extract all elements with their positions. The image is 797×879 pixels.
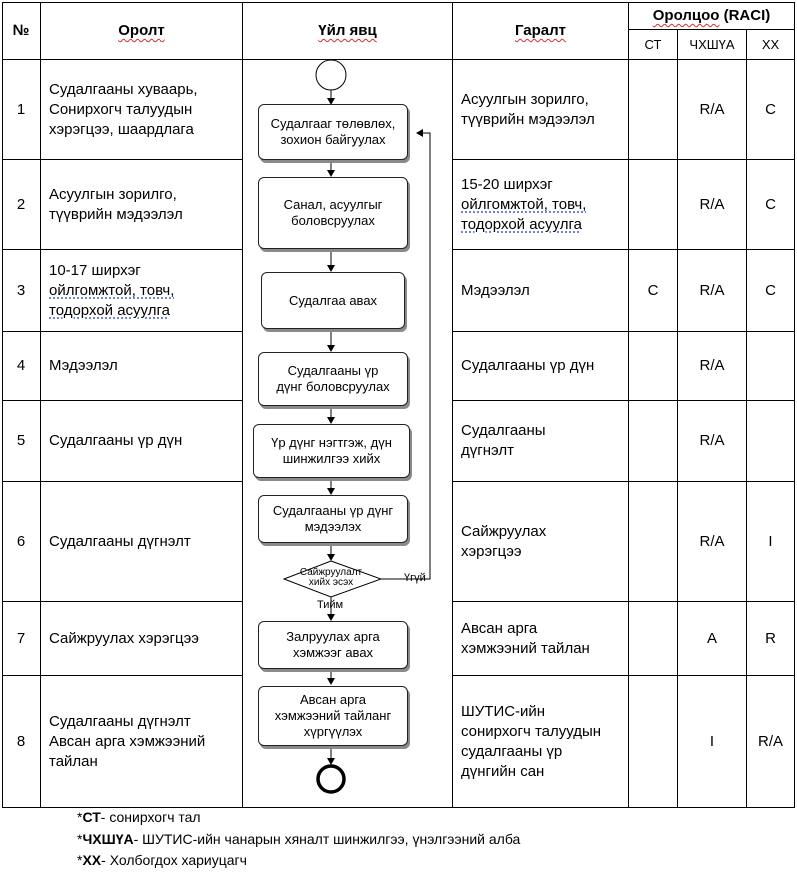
process-step-text: Залруулах арга — [286, 629, 380, 644]
legend-text: - сонирхогч тал — [100, 809, 201, 825]
raci-xx-value: I — [768, 532, 773, 550]
header-output: Гаралт — [514, 22, 567, 39]
raci-xx-value: C — [765, 100, 776, 118]
process-step-text: Судалгаа авах — [288, 292, 378, 308]
row-number-text: 7 — [16, 629, 26, 647]
process-step-text: мэдээлэх — [304, 519, 362, 534]
header-no: № — [12, 22, 30, 39]
process-step-text: хэмжээг авах — [292, 645, 374, 660]
process-step-text: шинжилгээ хийх — [282, 451, 381, 466]
process-step-text: Санал, асуулгыг — [283, 197, 383, 212]
legend-text: - ШУТИС-ийн чанарын хяналт шинжилгээ, үнэлгээний алба — [133, 831, 521, 847]
raci-st-value: C — [647, 281, 659, 299]
process-step-text: хүргүүлэх — [303, 724, 363, 739]
output-cell-line: ШУТИС-ийн — [461, 702, 546, 720]
output-cell-line: Асуулгын зорилго, — [461, 90, 589, 108]
process-step — [258, 104, 408, 160]
raci-chxshua-value: R/A — [699, 281, 725, 299]
row-number-text: 8 — [16, 732, 26, 750]
input-cell-line: Судалгааны дүгнэлт — [49, 532, 191, 550]
process-step-text: Үр дүнг нэгтгэж, дүн — [271, 435, 392, 450]
input-cell-line: Сайжруулах хэрэгцээ — [49, 629, 199, 647]
process-step — [253, 424, 410, 478]
raci-col-st: СТ — [644, 37, 662, 52]
row-number-text: 3 — [16, 281, 26, 299]
row-number-text: 4 — [16, 357, 26, 374]
input-cell-line: тодорхой асуулга — [49, 301, 170, 319]
input-cell-line: Сонирхогч талуудын — [49, 100, 193, 118]
input-cell-line: Судалгааны үр дүн — [49, 432, 183, 449]
row-number-text: 1 — [16, 100, 26, 118]
process-step — [258, 352, 408, 406]
start-node — [316, 60, 346, 90]
legend-abbr: ХХ — [82, 852, 102, 868]
raci-chxshua-value: R/A — [699, 100, 725, 118]
legend-item — [77, 852, 247, 868]
output-cell-line: 15-20 ширхэг — [461, 175, 553, 193]
legend-item — [77, 831, 520, 847]
header-raci: Оролцоо (RACI) — [652, 7, 771, 24]
legend-star: * — [77, 809, 83, 825]
output-cell-line: сонирхогч талуудын — [461, 722, 602, 740]
output-cell-line: хэрэгцээ — [461, 542, 522, 560]
process-step-text: Авсан арга — [299, 692, 367, 707]
input-cell-line: Авсан арга хэмжээний — [49, 732, 206, 750]
raci-xx-value: R — [765, 629, 776, 647]
raci-chxshua-value: R/A — [699, 357, 725, 374]
raci-chxshua-value: R/A — [699, 195, 725, 213]
yes-label: Тийм — [317, 599, 344, 611]
legend-abbr: СТ — [82, 809, 101, 825]
output-cell-line: хэмжээний тайлан — [461, 639, 590, 657]
raci-xx-value: C — [765, 281, 776, 299]
end-node — [318, 766, 344, 792]
input-cell-line: хэрэгцээ, шаардлага — [49, 120, 194, 138]
output-cell-line: дүгнэлт — [461, 442, 514, 459]
input-cell-line: Судалгааны хуваарь, — [49, 80, 198, 98]
row-number-text: 5 — [16, 432, 26, 449]
input-cell-line: Мэдээлэл — [49, 357, 118, 374]
output-cell-line: Авсан арга — [461, 619, 538, 637]
input-cell-line: 10-17 ширхэг — [49, 261, 141, 279]
process-step-text: зохион байгуулах — [280, 132, 386, 147]
output-cell-line: Сайжруулах — [461, 522, 547, 540]
process-step-text: Судалгааны үр — [287, 363, 379, 378]
process-step-text: хэмжээний тайланг — [274, 708, 392, 723]
input-cell-line: ойлгомжтой, товч, — [49, 281, 175, 299]
legend-item — [77, 809, 201, 825]
row-number-text: 6 — [16, 532, 26, 550]
header-input: Оролт — [118, 22, 165, 39]
no-label: Үгүй — [404, 572, 426, 584]
raci-chxshua-value: I — [709, 732, 715, 750]
input-cell-line: тайлан — [49, 752, 98, 770]
legend-star: * — [77, 852, 83, 868]
legend-text: - Холбогдох хариуцагч — [101, 852, 247, 868]
legend-star: * — [77, 831, 83, 847]
process-step-text: Судалгааг төлөвлөх, — [270, 116, 396, 131]
output-cell-line: тодорхой асуулга — [461, 215, 582, 233]
raci-col-chxshua: ЧХШҮА — [689, 37, 735, 52]
decision-label: Сайжруулалт хийх эсэх — [299, 567, 363, 588]
process-step-text: Судалгааны үр дүнг — [272, 503, 394, 518]
input-cell-line: Асуулгын зорилго, — [49, 185, 177, 203]
process-step — [258, 686, 408, 746]
raci-xx-value: C — [765, 195, 776, 213]
raci-chxshua-value: R/A — [699, 432, 725, 449]
legend-abbr: ЧХШҮА — [82, 831, 134, 847]
output-cell-line: түүврийн мэдээлэл — [461, 110, 595, 128]
process-step-text: боловсруулах — [291, 213, 375, 228]
row-number-text: 2 — [16, 195, 26, 213]
output-cell-line: Судалгааны — [461, 422, 546, 439]
process-step — [258, 177, 408, 249]
output-cell-line: ойлгомжтой, товч, — [461, 195, 587, 213]
raci-chxshua-value: A — [706, 629, 717, 647]
raci-chxshua-value: R/A — [699, 532, 725, 550]
process-step — [258, 621, 408, 669]
output-cell-line: судалгааны үр — [461, 742, 563, 760]
raci-xx-value: R/A — [757, 732, 783, 750]
header-process: Үйл явц — [318, 22, 377, 39]
process-step-text: дүнг боловсруулах — [276, 379, 390, 394]
process-step — [261, 272, 405, 329]
output-cell-line: Судалгааны үр дүн — [461, 357, 595, 374]
input-cell-line: Судалгааны дүгнэлт — [49, 712, 191, 730]
raci-col-xx: ХХ — [761, 37, 780, 52]
output-cell-line: дүнгийн сан — [461, 762, 545, 780]
output-cell-line: Мэдээлэл — [461, 281, 530, 299]
input-cell-line: түүврийн мэдээлэл — [49, 205, 183, 223]
process-step — [258, 495, 408, 543]
